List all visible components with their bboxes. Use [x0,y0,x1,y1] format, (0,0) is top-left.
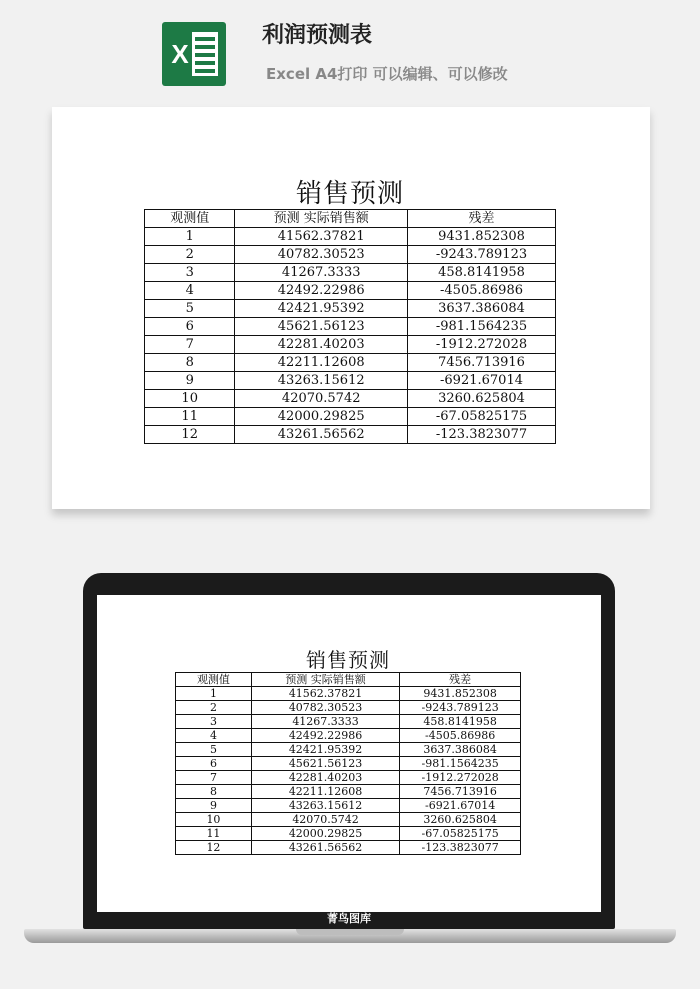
table-cell: 42000.29825 [235,408,408,426]
table-cell: 5 [176,743,252,757]
table-cell: 3260.625804 [408,390,556,408]
column-header: 预测 实际销售额 [251,673,399,687]
table-row [176,729,521,743]
table-cell: 43261.56562 [235,426,408,444]
document-title: 利润预测表 [262,23,373,48]
table-cell: -123.3823077 [400,841,521,855]
table-cell: 3260.625804 [400,813,521,827]
table-row [145,390,556,408]
document-subtitle: Excel A4打印 可以编辑、可以修改 [266,65,508,83]
table-row [145,282,556,300]
table-row [176,715,521,729]
column-header: 残差 [408,210,556,228]
table-cell: 45621.56123 [251,757,399,771]
table-cell: 43263.15612 [251,799,399,813]
table-cell: 42492.22986 [251,729,399,743]
table-cell: 4 [145,282,235,300]
table-cell: 41267.3333 [251,715,399,729]
table-cell: -6921.67014 [408,372,556,390]
table-cell: -1912.272028 [408,336,556,354]
table-cell: 5 [145,300,235,318]
table-cell: 3 [145,264,235,282]
table-row [176,799,521,813]
table-header-row [176,673,521,687]
table-cell: 42421.95392 [251,743,399,757]
table-header-row [145,210,556,228]
table-cell: 8 [176,785,252,799]
table-cell: 7456.713916 [408,354,556,372]
table-cell: 42421.95392 [235,300,408,318]
laptop-screen [97,595,601,912]
sheet-preview [52,107,650,509]
sheet-title: 销售预测 [295,179,404,209]
table-cell: 41562.37821 [251,687,399,701]
table-row [176,771,521,785]
table-cell: -1912.272028 [400,771,521,785]
table-row [176,785,521,799]
table-row [145,354,556,372]
table-cell: 42000.29825 [251,827,399,841]
table-cell: 458.8141958 [408,264,556,282]
table-cell: 8 [145,354,235,372]
table-cell: -4505.86986 [408,282,556,300]
table-cell: 12 [176,841,252,855]
table-cell: 40782.30523 [235,246,408,264]
table-cell: 42070.5742 [251,813,399,827]
table-cell: 42281.40203 [235,336,408,354]
sales-forecast-table [175,672,521,855]
table-cell: 45621.56123 [235,318,408,336]
table-cell: -4505.86986 [400,729,521,743]
excel-icon [162,22,226,86]
table-cell: 4 [176,729,252,743]
table-cell: 9 [176,799,252,813]
table-row [145,300,556,318]
table-cell: 42492.22986 [235,282,408,300]
table-row [145,264,556,282]
table-cell: 7 [176,771,252,785]
sheet-grid-icon [192,32,218,76]
column-header: 预测 实际销售额 [235,210,408,228]
sales-forecast-sheet-laptop [175,648,521,855]
table-cell: 6 [145,318,235,336]
column-header: 观测值 [176,673,252,687]
table-row [176,813,521,827]
table-cell: 7456.713916 [400,785,521,799]
table-cell: 41562.37821 [235,228,408,246]
table-cell: 11 [145,408,235,426]
table-cell: 3637.386084 [400,743,521,757]
table-cell: 43261.56562 [251,841,399,855]
sheet-title: 销售预测 [306,648,390,672]
table-row [176,757,521,771]
table-cell: -9243.789123 [408,246,556,264]
table-cell: -981.1564235 [400,757,521,771]
table-cell: 2 [176,701,252,715]
table-row [145,336,556,354]
table-cell: 1 [176,687,252,701]
table-cell: 1 [145,228,235,246]
table-cell: 10 [176,813,252,827]
table-cell: 40782.30523 [251,701,399,715]
table-cell: 41267.3333 [235,264,408,282]
table-row [176,743,521,757]
table-cell: -67.05825175 [408,408,556,426]
table-row [176,841,521,855]
table-cell: -67.05825175 [400,827,521,841]
table-cell: -123.3823077 [408,426,556,444]
excel-icon-letter: X [168,37,192,71]
sales-forecast-sheet [144,179,556,444]
table-cell: 42211.12608 [251,785,399,799]
column-header: 残差 [400,673,521,687]
table-cell: 9431.852308 [400,687,521,701]
table-cell: 9431.852308 [408,228,556,246]
table-cell: -9243.789123 [400,701,521,715]
table-cell: -981.1564235 [408,318,556,336]
table-row [176,687,521,701]
laptop-notch [296,929,404,935]
table-cell: 43263.15612 [235,372,408,390]
laptop-mockup [83,573,615,929]
table-cell: 11 [176,827,252,841]
table-cell: 12 [145,426,235,444]
table-row [145,318,556,336]
header [0,0,700,100]
table-cell: 3637.386084 [408,300,556,318]
table-row [145,426,556,444]
sales-forecast-table [144,209,556,444]
brand-label: 菁鸟图库 [327,912,371,925]
table-cell: 3 [176,715,252,729]
table-row [176,827,521,841]
table-cell: 7 [145,336,235,354]
table-cell: 42070.5742 [235,390,408,408]
table-cell: 458.8141958 [400,715,521,729]
table-cell: 42281.40203 [251,771,399,785]
table-cell: -6921.67014 [400,799,521,813]
table-cell: 2 [145,246,235,264]
table-row [176,701,521,715]
table-cell: 42211.12608 [235,354,408,372]
table-row [145,228,556,246]
table-row [145,372,556,390]
table-row [145,246,556,264]
column-header: 观测值 [145,210,235,228]
table-cell: 9 [145,372,235,390]
table-row [145,408,556,426]
table-cell: 6 [176,757,252,771]
table-cell: 10 [145,390,235,408]
